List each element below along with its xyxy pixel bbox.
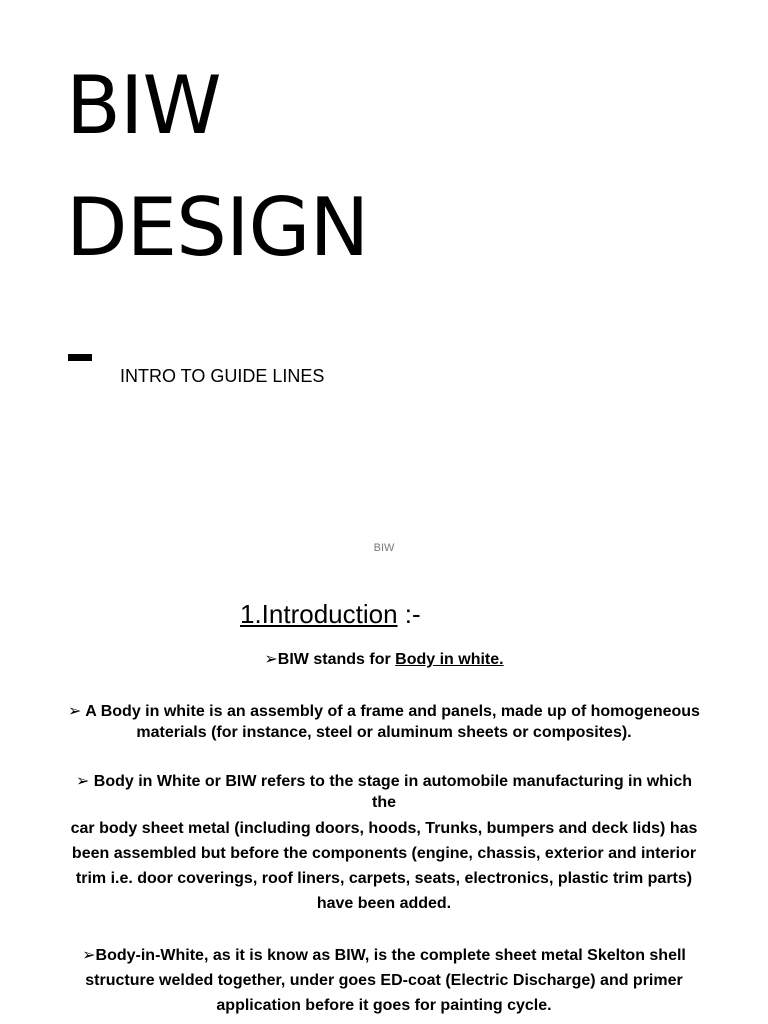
section-heading xyxy=(240,599,421,630)
paragraph-skeleton-shell xyxy=(0,942,768,1018)
bullet-arrow-icon: ➢ xyxy=(264,649,278,668)
paragraph-line: application before it goes for painting cycle. xyxy=(216,997,552,1014)
paragraph-text: BIW stands for xyxy=(277,651,396,668)
paragraph-line: trim i.e. door coverings, roof liners, carpets, seats, electronics, plastic trim parts) xyxy=(75,870,693,887)
paragraph-biw-definition xyxy=(0,647,768,672)
paragraph-assembly xyxy=(0,700,768,743)
paragraph-text: Body in White or BIW refers to the stage in automobile manufacturing in which xyxy=(89,773,693,790)
paragraph-line: materials (for instance, steel or aluminum sheets or composites). xyxy=(136,724,632,741)
title-line-2: DESIGN xyxy=(66,181,369,274)
subtitle: INTRO TO GUIDE LINES xyxy=(120,366,325,386)
paragraph-line: car body sheet metal (including doors, hoods, Trunks, bumpers and deck lids) has xyxy=(70,820,698,837)
body-in-white-link[interactable]: Body in white. xyxy=(395,651,504,668)
title-line-1: BIW xyxy=(66,59,221,152)
bullet-arrow-icon: ➢ xyxy=(68,701,82,720)
paragraph-line: structure welded together, under goes ED-coat (Electric Discharge) and primer xyxy=(85,972,683,989)
paragraph-line xyxy=(0,700,768,722)
bullet-arrow-icon: ➢ xyxy=(82,945,96,964)
paragraph-line: been assembled but before the components (engine, chassis, exterior and interior xyxy=(71,845,697,862)
paragraph-line: have been added. xyxy=(316,895,452,912)
paragraph-line xyxy=(0,942,768,968)
section-heading-title: 1.Introduction xyxy=(240,599,398,629)
paragraph-sheet-metal xyxy=(0,816,768,916)
paragraph-manufacturing-stage xyxy=(0,770,768,813)
paragraph-text: Body-in-White, as it is know as BIW, is the complete sheet metal Skelton shell xyxy=(95,947,686,964)
paragraph-text: A Body in white is an assembly of a frame and panels, made up of homogeneous xyxy=(81,703,700,720)
paragraph-line: the xyxy=(372,794,396,811)
bullet-arrow-icon: ➢ xyxy=(75,771,90,790)
section-heading-suffix: :- xyxy=(397,599,421,629)
paragraph-line xyxy=(0,770,768,792)
title-dash xyxy=(68,354,92,361)
slide-footer-label: BIW xyxy=(373,542,395,554)
